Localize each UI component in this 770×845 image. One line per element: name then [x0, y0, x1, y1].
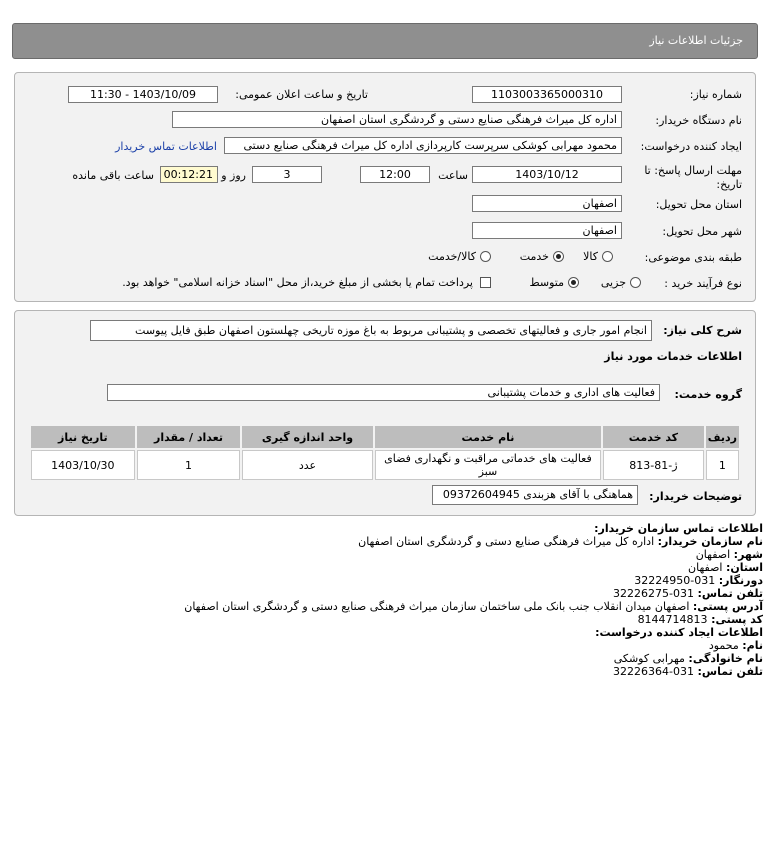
last-name-label: نام خانوادگی:	[688, 652, 763, 665]
days-label: روز و	[221, 169, 246, 182]
postal-label: کد پستی:	[711, 613, 763, 626]
address-label: آدرس پستی:	[692, 600, 763, 613]
creator-phone-line	[613, 665, 763, 678]
cell-quantity: 1	[137, 450, 241, 480]
phone-value: 031-32226275	[613, 587, 695, 600]
contact-phone-line	[613, 587, 763, 600]
process-label: نوع فرآیند خرید :	[664, 277, 742, 290]
service-group-label: گروه خدمت:	[674, 388, 742, 401]
announce-label: تاریخ و ساعت اعلان عمومی:	[235, 88, 368, 101]
city-field: اصفهان	[472, 222, 622, 239]
contact-city-value: اصفهان	[695, 548, 731, 561]
description-label: شرح کلی نیاز:	[663, 324, 742, 337]
category-service-label: خدمت	[519, 250, 549, 263]
col-service-code: کد خدمت	[603, 426, 703, 448]
contact-city-label: شهر:	[733, 548, 763, 561]
process-medium-radio[interactable]	[568, 277, 579, 288]
service-group-field: فعالیت های اداری و خدمات پشتیبانی	[107, 384, 660, 401]
org-name-label: نام سازمان خریدار:	[657, 535, 763, 548]
process-minor-radio[interactable]	[630, 277, 641, 288]
contact-city-line	[696, 548, 763, 561]
org-name-value: اداره کل میراث فرهنگی صنایع دستی و گردشگری استان اصفهان	[358, 535, 655, 548]
contact-province-line	[688, 561, 763, 574]
deadline-date-field: 1403/10/12	[472, 166, 622, 183]
first-name-label: نام:	[742, 639, 763, 652]
announce-field: 1403/10/09 - 11:30	[68, 86, 218, 103]
category-label: طبقه بندی موضوعی:	[644, 251, 742, 264]
contact-title: اطلاعات تماس سازمان خریدار:	[594, 522, 763, 535]
buyer-org-field: اداره کل میراث فرهنگی صنایع دستی و گردشگری استان اصفهان	[172, 111, 622, 128]
province-label: استان محل تحویل:	[655, 198, 742, 211]
col-service-name: نام خدمت	[375, 426, 602, 448]
process-minor-label: جزیی	[600, 276, 626, 289]
buyer-contact-link[interactable]: اطلاعات تماس خریدار	[115, 140, 217, 153]
buyer-org-label: نام دستگاه خریدار:	[655, 114, 742, 127]
creator-info-title: اطلاعات ایجاد کننده درخواست:	[595, 626, 763, 639]
treasury-payment-checkbox[interactable]	[480, 277, 491, 288]
time-label: ساعت	[438, 169, 468, 182]
category-goods-radio[interactable]	[602, 251, 613, 262]
cell-service-code: ژ-81-813	[603, 450, 703, 480]
col-need-date: تاریخ نیاز	[31, 426, 135, 448]
contact-org-line	[358, 535, 763, 548]
creator-phone-value: 031-32226364	[613, 665, 695, 678]
col-unit: واحد اندازه گیری	[242, 426, 372, 448]
days-field: 3	[252, 166, 322, 183]
creator-first-name-line	[709, 639, 763, 652]
category-goods-service-radio[interactable]	[480, 251, 491, 262]
need-number-field: 1103003365000310	[472, 86, 622, 103]
col-row: ردیف	[706, 426, 739, 448]
table-header-row	[31, 426, 739, 448]
deadline-label: مهلت ارسال پاسخ: تا تاریخ:	[644, 164, 742, 191]
phone-label: تلفن تماس:	[697, 587, 763, 600]
deadline-time-field: 12:00	[360, 166, 430, 183]
address-value: اصفهان میدان انقلاب جنب بانک ملی ساختمان سازمان میراث فرهنگی صنایع دستی و گردشگری استان اصفهان	[184, 600, 690, 613]
postal-value: 8144714813	[637, 613, 708, 626]
table-row	[31, 450, 739, 480]
col-quantity: تعداد / مقدار	[137, 426, 241, 448]
contact-postal-line	[638, 613, 763, 626]
cell-service-name: فعالیت های خدماتی مراقبت و نگهداری فضای سبز	[375, 450, 602, 480]
category-goods-label: کالا	[583, 250, 598, 263]
cell-unit: عدد	[242, 450, 372, 480]
treasury-payment-note: پرداخت تمام یا بخشی از مبلغ خرید،از محل "اسناد خزانه اسلامی" خواهد بود.	[122, 276, 473, 289]
contact-address-line	[184, 600, 763, 613]
process-medium-label: متوسط	[529, 276, 564, 289]
contact-fax-line	[634, 574, 763, 587]
page-title: جزئیات اطلاعات نیاز	[649, 34, 743, 47]
province-field: اصفهان	[472, 195, 622, 212]
contact-province-value: اصفهان	[688, 561, 723, 574]
page-header	[12, 23, 758, 59]
need-number-label: شماره نیاز:	[689, 88, 742, 101]
description-field: انجام امور جاری و فعالیتهای تخصصی و پشتیبانی مربوط به باغ موزه تاریخی چهلستون اصفهان طبق فایل پیوست	[90, 320, 652, 341]
cell-need-date: 1403/10/30	[31, 450, 135, 480]
services-title: اطلاعات خدمات مورد نیاز	[604, 350, 742, 363]
fax-value: 031-32224950	[634, 574, 716, 587]
creator-field: محمود مهرابی کوشکی سرپرست کارپردازی اداره کل میراث فرهنگی صنایع دستی	[224, 137, 622, 154]
services-table	[29, 424, 741, 482]
creator-phone-label: تلفن تماس:	[697, 665, 763, 678]
cell-row: 1	[706, 450, 739, 480]
fax-label: دورنگار:	[718, 574, 763, 587]
remaining-label: ساعت باقی مانده	[72, 169, 154, 182]
creator-label: ایجاد کننده درخواست:	[640, 140, 742, 153]
city-label: شهر محل تحویل:	[662, 225, 742, 238]
buyer-notes-field: هماهنگی با آقای هزبندی 09372604945	[432, 485, 638, 505]
category-goods-service-label: کالا/خدمت	[428, 250, 476, 263]
buyer-notes-label: توضیحات خریدار:	[649, 490, 742, 503]
category-service-radio[interactable]	[553, 251, 564, 262]
remaining-time-field: 00:12:21	[160, 166, 218, 183]
last-name-value: مهرابی کوشکی	[613, 652, 685, 665]
contact-province-label: استان:	[726, 561, 763, 574]
creator-last-name-line	[614, 652, 763, 665]
first-name-value: محمود	[708, 639, 739, 652]
